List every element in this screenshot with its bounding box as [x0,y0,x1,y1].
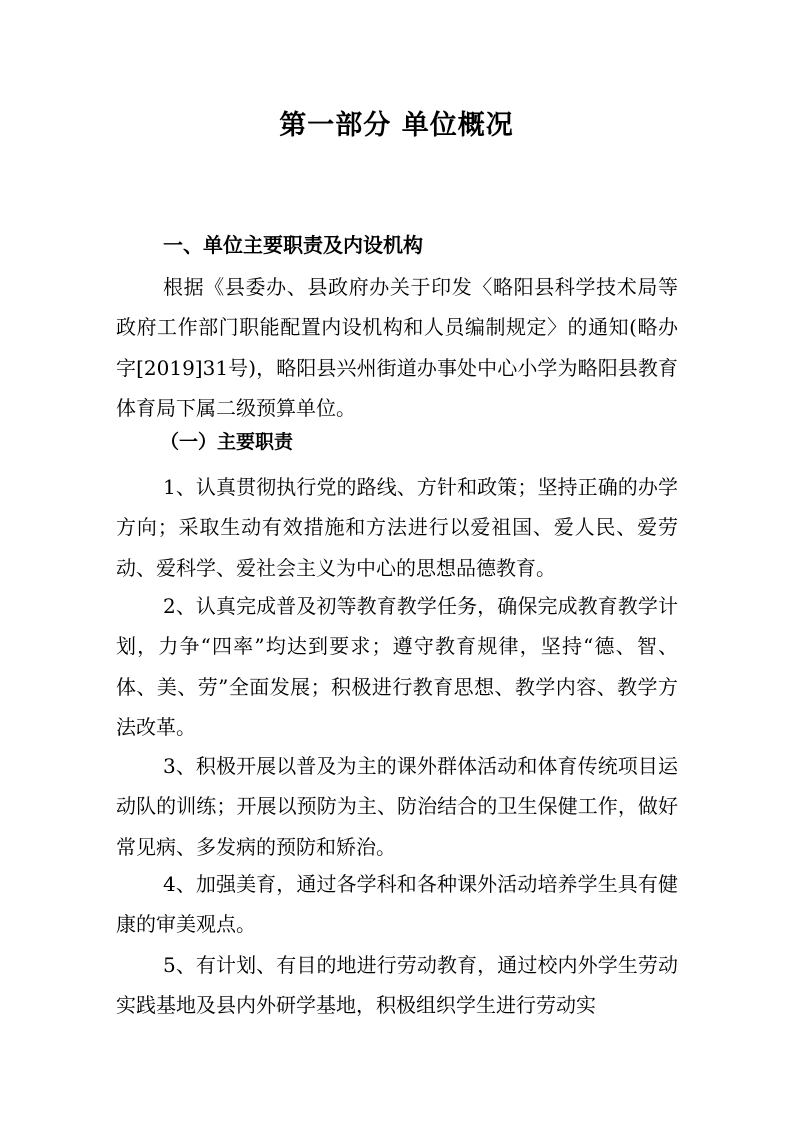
sub-heading-main-duties: （一）主要职责 [160,431,294,453]
duty-item-4: 4、加强美育，通过各学科和各种课外活动培养学生具有健康的审美观点。 [116,872,678,937]
intro-paragraph: 根据《县委办、县政府办关于印发〈略阳县科学技术局等政府工作部门职能配置内设机构和人员编制规定〉的通知(略办字[2019]31号)，略阳县兴州街道办事处中心小学为略阳县教育体育局下属二级预算单位。 [116,275,678,420]
duty-item-3: 3、积极开展以普及为主的课外群体活动和体育传统项目运动队的训练；开展以预防为主、防治结合的卫生保健工作，做好常见病、多发病的预防和矫治。 [116,754,678,859]
section-heading: 一、单位主要职责及内设机构 [163,233,423,257]
page-title: 第一部分 单位概况 [279,110,514,141]
duty-item-1: 1、认真贯彻执行党的路线、方针和政策；坚持正确的办学方向；采取生动有效措施和方法进行以爱祖国、爱人民、爱劳动、爱科学、爱社会主义为中心的思想品德教育。 [116,475,678,580]
duty-item-5: 5、有计划、有目的地进行劳动教育，通过校内外学生劳动实践基地及县内外研学基地，积极组织学生进行劳动实 [116,953,678,1018]
duty-item-2: 2、认真完成普及初等教育教学任务，确保完成教育教学计划，力争“四率”均达到要求；遵守教育规律，坚持“德、智、体、美、劳”全面发展；积极进行教育思想、教学内容、教学方法改革。 [116,594,678,739]
